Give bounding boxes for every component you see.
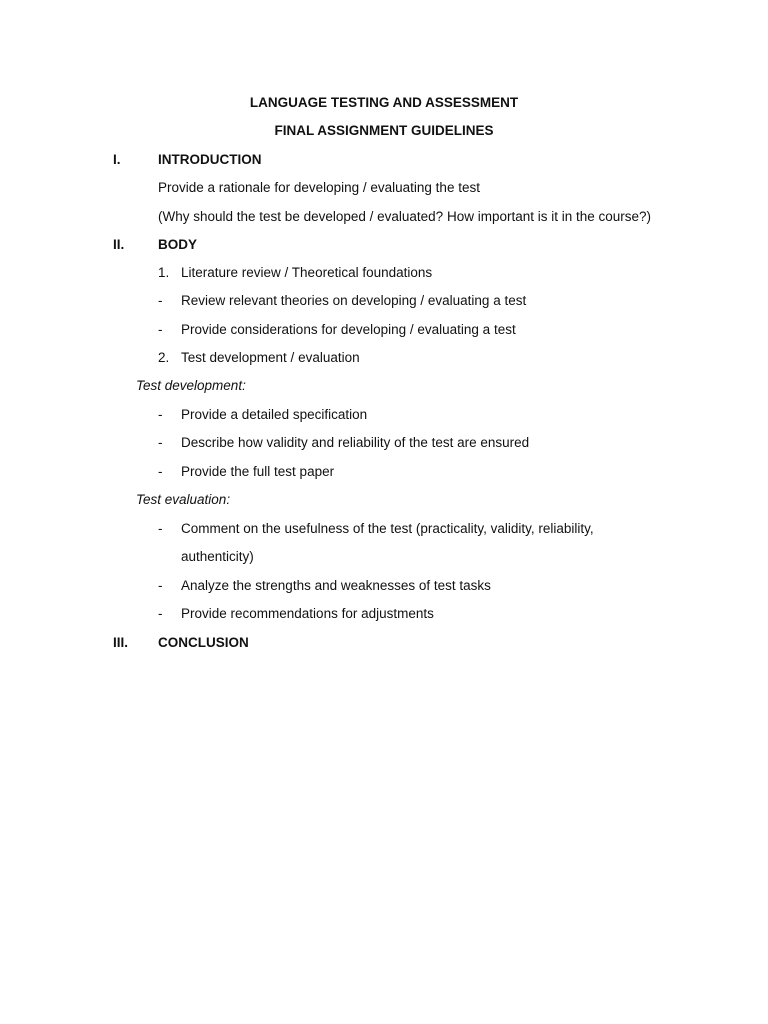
list-marker: - (158, 435, 163, 450)
section-heading-conclusion: CONCLUSION (158, 635, 249, 650)
list-item: Provide a detailed specification (181, 407, 368, 422)
list-marker: 2. (158, 350, 170, 365)
list-marker: - (158, 293, 163, 308)
section-heading-body: BODY (158, 237, 198, 252)
list-marker: - (158, 606, 163, 621)
section-numeral-3: III. (113, 635, 129, 650)
subheading-test-development: Test development: (136, 378, 246, 393)
list-marker: 1. (158, 265, 170, 280)
subheading-test-evaluation: Test evaluation: (136, 492, 231, 507)
section-heading-introduction: INTRODUCTION (158, 152, 262, 167)
list-item: Comment on the usefulness of the test (practicality, validity, reliability, (181, 521, 594, 536)
list-item: Test development / evaluation (181, 350, 360, 365)
list-item: Provide recommendations for adjustments (181, 606, 434, 621)
list-item-continuation: authenticity) (181, 549, 254, 564)
section-numeral-2: II. (113, 237, 125, 252)
document-subtitle: FINAL ASSIGNMENT GUIDELINES (274, 123, 494, 138)
intro-paragraph: Provide a rationale for developing / evaluating the test (158, 180, 480, 195)
list-marker: - (158, 464, 163, 479)
list-item: Review relevant theories on developing / evaluating a test (181, 293, 527, 308)
list-item: Provide the full test paper (181, 464, 335, 479)
list-marker: - (158, 322, 163, 337)
list-marker: - (158, 578, 163, 593)
list-item: Literature review / Theoretical foundations (181, 265, 433, 280)
list-marker: - (158, 407, 163, 422)
list-item: Analyze the strengths and weaknesses of test tasks (181, 578, 491, 593)
list-item: Provide considerations for developing / evaluating a test (181, 322, 516, 337)
list-item: Describe how validity and reliability of the test are ensured (181, 435, 530, 450)
intro-paragraph: (Why should the test be developed / evaluated? How important is it in the course?) (158, 209, 652, 224)
section-numeral-1: I. (113, 152, 121, 167)
document-title: LANGUAGE TESTING AND ASSESSMENT (249, 95, 519, 110)
list-marker: - (158, 521, 163, 536)
